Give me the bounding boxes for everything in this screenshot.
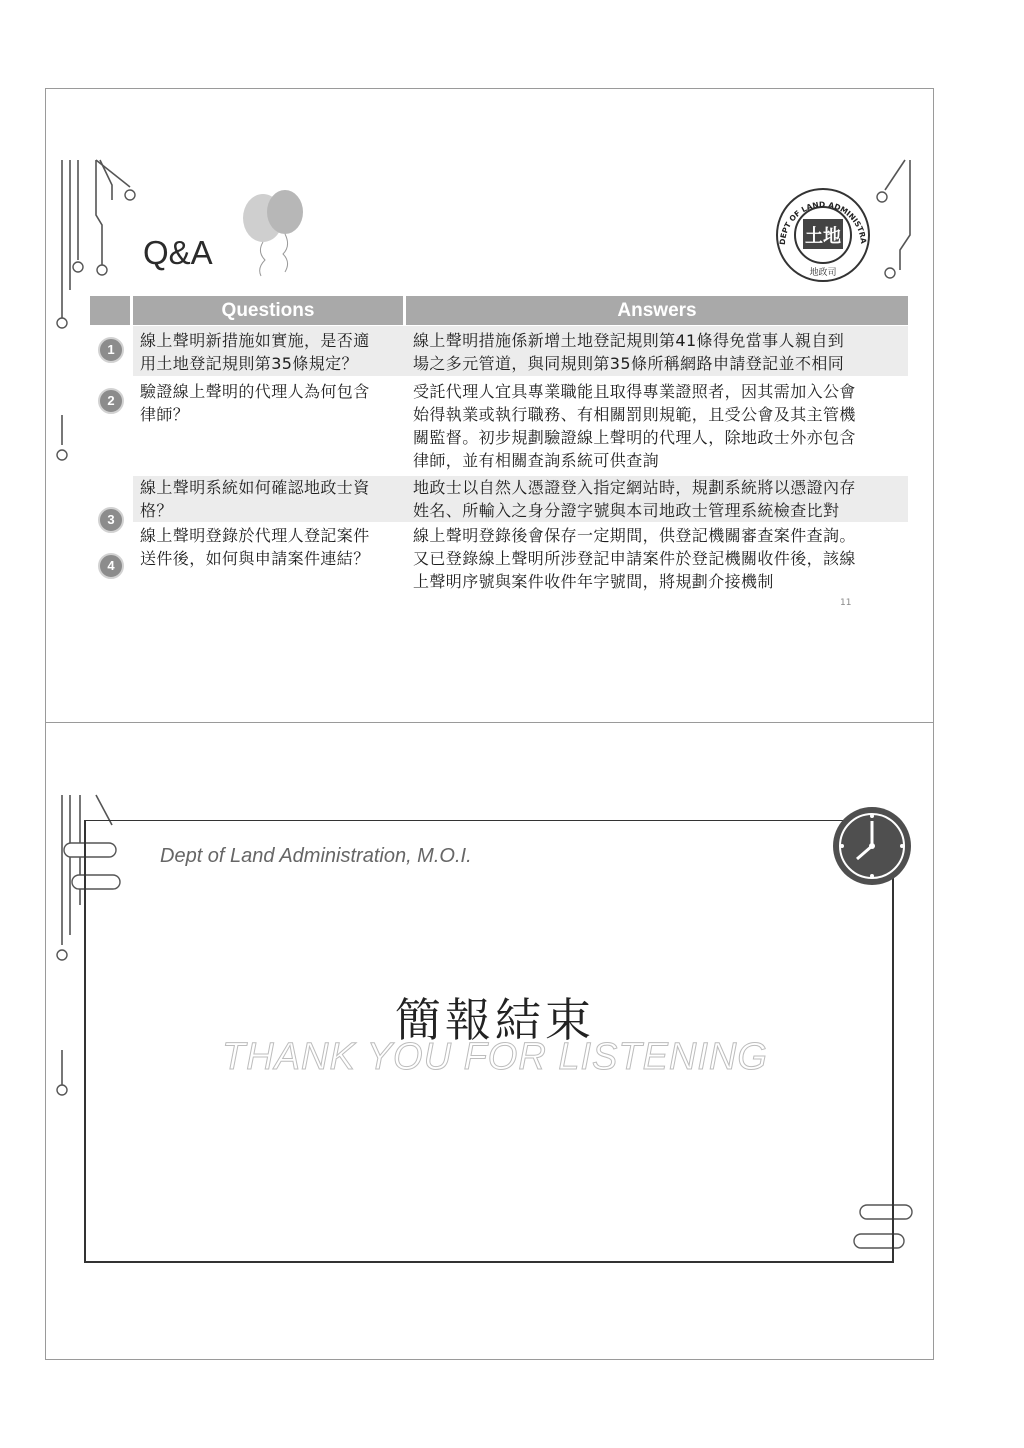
page-number: 11 — [840, 598, 852, 608]
logo-ring-text: DEPT OF LAND ADMINISTRATION, M.O.I. — [769, 178, 869, 246]
answer-text: 線上聲明登錄後會保存一定期間，供登記機關審查案件查詢。 又已登錄線上聲明所涉登記申請案件於登記機關收件後，該線 上聲明序號與案件收件年字號間，將規劃介接機制 — [413, 526, 856, 591]
answer-text: 受託代理人宜具專業職能且取得專業證照者，因其需加入公會 始得執業或執行職務、有相關罰則規範，且受公會及其主管機 關監督。初步規劃驗證線上聲明的代理人，除地政士外亦包含 律師，並有相關查詢系統可供查詢 — [413, 382, 856, 470]
header-number-column — [90, 296, 130, 325]
question-text: 線上聲明登錄於代理人登記案件 送件後，如何與申請案件連結？ — [140, 526, 370, 568]
answer-text: 地政士以自然人憑證登入指定網站時，規劃系統將以憑證內存 姓名、所輸入之身分證字號與本司地政士管理系統檢查比對 — [413, 478, 856, 520]
department-name: Dept of Land Administration, M.O.I. — [160, 845, 472, 867]
header-answers: Answers — [406, 296, 908, 325]
answer-text: 線上聲明措施係新增土地登記規則第41條得免當事人親自到 場之多元管道，與同規則第35條所稱網路申請登記並不相同 — [413, 331, 845, 373]
department-logo — [769, 178, 873, 285]
closing-title: 簡報結束 — [395, 993, 595, 1047]
clock-icon — [833, 807, 911, 885]
logo-bottom-text: 地政司 — [809, 268, 837, 278]
row-number-badge: 2 — [98, 388, 124, 414]
question-text: 線上聲明新措施如實施，是否適 用土地登記規則第35條規定？ — [140, 331, 370, 373]
row-number-badge: 4 — [98, 553, 124, 579]
header-questions: Questions — [133, 296, 403, 325]
row-number-badge: 1 — [98, 337, 124, 363]
row-number-badge: 3 — [98, 507, 124, 533]
question-text: 線上聲明系統如何確認地政士資 格？ — [140, 478, 370, 520]
thank-you-text: THANK YOU FOR LISTENING — [222, 1036, 768, 1078]
logo-center-text: 土地 — [805, 226, 841, 247]
page-title: Q&A — [143, 234, 213, 271]
balloon-icon — [235, 190, 315, 280]
question-text: 驗證線上聲明的代理人為何包含 律師？ — [140, 382, 370, 424]
